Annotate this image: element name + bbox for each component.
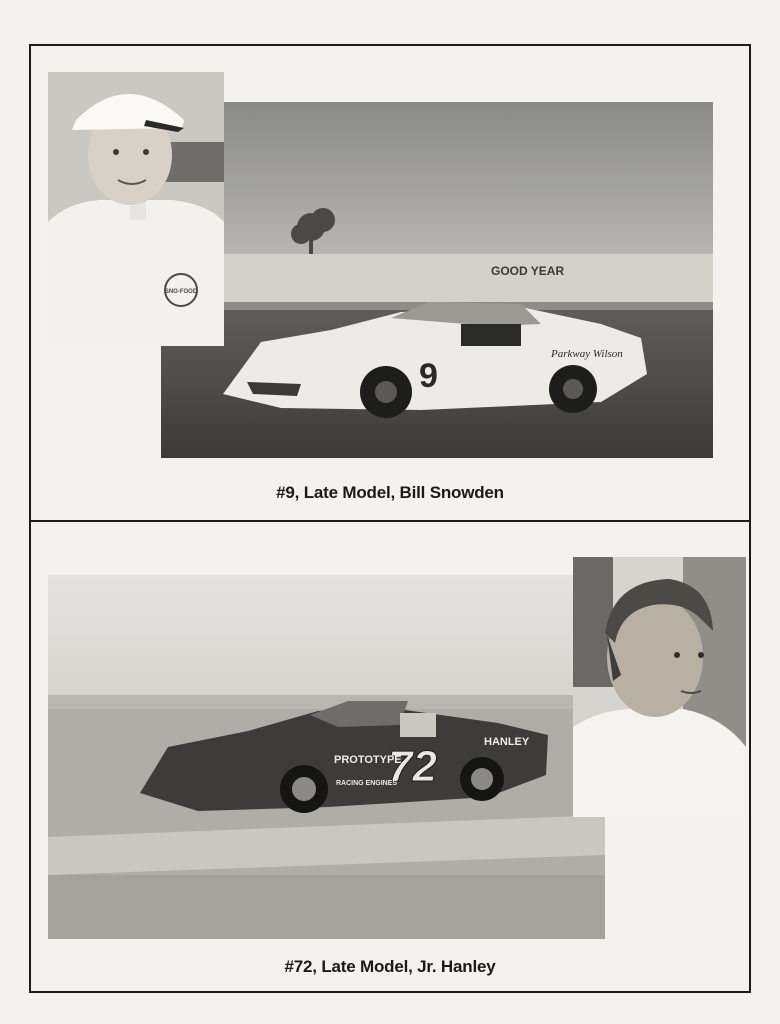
- caption-bill-snowden: #9, Late Model, Bill Snowden: [276, 483, 504, 502]
- car-photo-9: [161, 102, 713, 458]
- car-number-72: 72: [388, 742, 437, 791]
- side-sub-text: RACING ENGINES: [336, 780, 398, 787]
- side-text: PROTOTYPE: [334, 754, 402, 766]
- rear-text: HANLEY: [484, 736, 530, 748]
- section-divider: [29, 520, 751, 522]
- car-photo-72: [48, 575, 605, 939]
- door-text: Parkway Wilson: [551, 348, 623, 360]
- barrier-text: GOOD YEAR: [491, 264, 565, 278]
- car-number: 9: [419, 357, 438, 395]
- driver-photo-hanley: [573, 557, 746, 817]
- driver-photo-snowden: [48, 72, 224, 346]
- caption-jr-hanley: #72, Late Model, Jr. Hanley: [284, 957, 496, 976]
- patch-text: SNO-FOOD: [164, 289, 198, 295]
